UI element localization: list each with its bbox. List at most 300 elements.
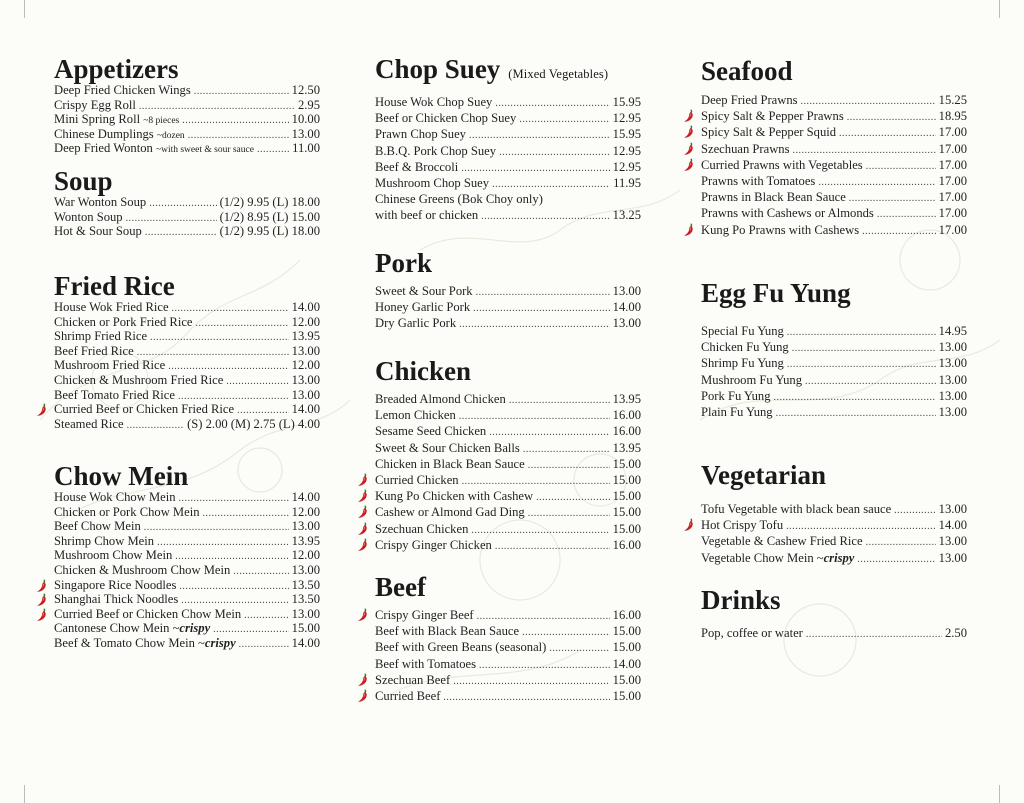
item-name-text: Beef Tomato Fried Rice xyxy=(54,387,175,402)
item-price: 13.00 xyxy=(291,562,320,577)
item-name-text: Sesame Seed Chicken xyxy=(375,424,487,439)
item-name xyxy=(701,124,836,140)
leader-dots xyxy=(481,209,610,225)
item-name xyxy=(54,563,230,578)
item-price: 11.95 xyxy=(613,175,641,190)
menu-item xyxy=(54,402,320,417)
menu-item xyxy=(375,315,641,331)
leader-dots xyxy=(862,224,936,240)
item-name xyxy=(701,355,784,371)
item-name xyxy=(375,299,470,315)
section-title: Pork xyxy=(375,248,432,278)
item-name xyxy=(54,195,146,210)
item-price: 13.00 xyxy=(291,519,320,534)
menu-item xyxy=(701,108,967,124)
menu-item xyxy=(54,563,320,578)
section-title: Chicken xyxy=(375,356,472,386)
item-price: 17.00 xyxy=(938,206,967,221)
menu-item xyxy=(701,533,967,549)
item-note: ~8 pieces xyxy=(143,116,180,127)
section-title xyxy=(375,55,641,88)
chili-pepper-icon xyxy=(356,689,370,703)
item-name-text: Lemon Chicken xyxy=(375,408,456,423)
item-name-text: B.B.Q. Pork Chop Suey xyxy=(375,143,497,158)
item-name xyxy=(375,639,546,655)
item-name xyxy=(54,373,223,388)
section-drinks xyxy=(701,586,967,641)
item-note: ~dozen xyxy=(156,130,185,141)
item-name xyxy=(54,210,123,225)
item-price: 16.00 xyxy=(612,424,641,439)
item-name-text: Spicy Salt & Pepper Squid xyxy=(701,125,837,140)
menu-item xyxy=(54,548,320,563)
item-price: 13.50 xyxy=(291,577,320,592)
leader-dots xyxy=(857,552,935,568)
menu-item xyxy=(701,189,967,205)
menu-item xyxy=(375,521,641,537)
menu-item xyxy=(701,404,967,420)
item-name: Chinese Greens (Bok Choy only) xyxy=(375,192,543,207)
item-name xyxy=(54,224,142,239)
item-name xyxy=(701,372,802,388)
item-price: 13.00 xyxy=(938,404,967,419)
item-name xyxy=(701,404,773,420)
item-price: 2.95 xyxy=(297,97,320,112)
section-chop-suey xyxy=(375,55,641,224)
item-name-text: Mushroom Chop Suey xyxy=(375,175,490,190)
menu-item xyxy=(375,488,641,504)
item-price: 15.00 xyxy=(612,456,641,471)
menu-item xyxy=(54,195,320,210)
item-name xyxy=(375,688,440,704)
menu-item xyxy=(54,344,320,359)
item-name-text: Prawns with Cashews or Almonds xyxy=(701,206,874,221)
item-name xyxy=(701,108,844,124)
item-price: 15.00 xyxy=(612,472,641,487)
item-name xyxy=(54,402,234,417)
item-name xyxy=(701,141,789,157)
item-price: 13.00 xyxy=(938,372,967,387)
item-price: 14.00 xyxy=(291,635,320,650)
item-name xyxy=(54,548,172,563)
item-name xyxy=(375,126,466,142)
crop-mark xyxy=(999,0,1000,18)
chili-pepper-icon xyxy=(682,125,696,139)
item-price: (1/2) 9.95 (L) 18.00 xyxy=(219,195,320,209)
section-chow-mein xyxy=(54,462,320,651)
menu-item xyxy=(375,283,641,299)
item-name-text: Hot Crispy Tofu xyxy=(701,518,784,533)
item-crispy-label: crispy xyxy=(204,635,236,650)
section-title: Egg Fu Yung xyxy=(701,278,851,308)
item-name xyxy=(375,672,450,688)
menu-item xyxy=(375,607,641,623)
menu-item xyxy=(375,159,641,175)
item-price: 17.00 xyxy=(938,125,967,140)
item-name-text: Deep Fried Chicken Wings xyxy=(54,83,191,97)
item-name-text: Cashew or Almond Gad Ding xyxy=(375,505,525,520)
item-name-text: Deep Fried Prawns xyxy=(701,93,798,107)
menu-item xyxy=(701,323,967,339)
item-name xyxy=(54,329,147,344)
item-name-text: Mushroom Chow Mein xyxy=(54,548,173,563)
item-name-text: Shrimp Fried Rice xyxy=(54,329,148,344)
section-title: Beef xyxy=(375,572,426,602)
item-name-text: Breaded Almond Chicken xyxy=(375,392,506,406)
item-name xyxy=(375,456,525,472)
item-name-text: Pop, coffee or water xyxy=(701,626,803,640)
section-title: Seafood xyxy=(701,56,793,86)
item-name-text: Shrimp Fu Yung xyxy=(701,356,784,371)
item-name xyxy=(54,490,176,505)
item-price: 13.00 xyxy=(291,387,320,402)
item-price: 13.00 xyxy=(612,316,641,331)
item-price: 11.00 xyxy=(292,141,320,156)
section-seafood xyxy=(701,57,967,238)
menu-item xyxy=(701,517,967,533)
menu-item xyxy=(54,490,320,505)
leader-dots xyxy=(443,690,609,706)
item-price: 12.50 xyxy=(291,83,320,97)
item-name-text: Plain Fu Yung xyxy=(701,404,773,419)
item-price: 13.00 xyxy=(291,343,320,358)
menu-item xyxy=(54,519,320,534)
item-name xyxy=(54,621,210,636)
crop-mark xyxy=(24,785,25,803)
section-beef xyxy=(375,573,641,704)
menu-item xyxy=(701,339,967,355)
item-name-text: House Wok Chow Mein xyxy=(54,490,176,504)
item-price: 10.00 xyxy=(291,112,320,127)
item-name-text: Chicken or Pork Fried Rice xyxy=(54,314,193,329)
chili-pepper-icon xyxy=(356,505,370,519)
item-price: 15.00 xyxy=(612,489,641,504)
item-price: 16.00 xyxy=(612,408,641,423)
item-price: (1/2) 9.95 (L) 18.00 xyxy=(219,224,320,239)
item-name-text: Beef Fried Rice xyxy=(54,343,134,358)
menu-item xyxy=(54,534,320,549)
item-name-text: House Wok Fried Rice xyxy=(54,300,169,314)
item-name-text: Chicken in Black Bean Sauce xyxy=(375,456,525,471)
item-name-text: Deep Fried Wonton xyxy=(54,141,153,156)
menu-item xyxy=(54,578,320,593)
item-name xyxy=(54,344,134,359)
item-name xyxy=(701,189,846,205)
item-price: 17.00 xyxy=(938,190,967,205)
item-price: 15.95 xyxy=(612,127,641,142)
item-name xyxy=(701,92,798,108)
item-price: 12.95 xyxy=(612,159,641,174)
item-name-text: Special Fu Yung xyxy=(701,324,784,338)
menu-item xyxy=(54,300,320,315)
item-price: 15.25 xyxy=(938,93,967,107)
section-title: Appetizers xyxy=(54,54,179,84)
item-price: 17.00 xyxy=(938,141,967,156)
menu-item xyxy=(54,83,320,98)
item-crispy-label: crispy xyxy=(823,550,855,565)
item-name-text: Sweet & Sour Chicken Balls xyxy=(375,440,520,455)
item-name-text: Vegetable & Cashew Fried Rice xyxy=(701,534,863,549)
menu-item xyxy=(375,688,641,704)
menu-item xyxy=(375,175,641,191)
section-chicken xyxy=(375,357,641,553)
item-name-text: Honey Garlic Pork xyxy=(375,300,471,315)
menu-item xyxy=(54,315,320,330)
menu-item xyxy=(375,440,641,456)
item-name-text: Chicken Fu Yung xyxy=(701,340,789,355)
item-name-text: Prawns in Black Bean Sauce xyxy=(701,190,846,205)
item-price: 13.00 xyxy=(612,284,641,298)
item-price: 13.50 xyxy=(291,592,320,607)
item-price: 13.00 xyxy=(938,340,967,355)
item-name-text: Steamed Rice xyxy=(54,416,124,431)
chili-pepper-icon xyxy=(356,489,370,503)
item-name-text: Curried Beef or Chicken Chow Mein xyxy=(54,606,242,621)
item-name xyxy=(375,315,456,331)
section-title: Fried Rice xyxy=(54,271,175,301)
item-name xyxy=(54,519,141,534)
item-name-text: Beef & Tomato Chow Mein ~ xyxy=(54,635,205,650)
item-name xyxy=(375,472,459,488)
section-egg-fu-yung xyxy=(701,279,967,420)
menu-item xyxy=(375,423,641,439)
menu-item xyxy=(701,92,967,108)
item-price: 13.00 xyxy=(291,606,320,621)
item-name-text: Mushroom Fried Rice xyxy=(54,358,166,373)
item-name xyxy=(701,173,815,189)
chili-pepper-icon xyxy=(35,608,49,622)
item-price: 17.00 xyxy=(938,157,967,172)
item-name xyxy=(701,205,874,221)
menu-item xyxy=(54,636,320,651)
chili-pepper-icon xyxy=(356,673,370,687)
item-name xyxy=(375,159,458,175)
item-price: 15.00 xyxy=(612,640,641,655)
item-name xyxy=(54,505,200,520)
item-name-text: Beef & Broccoli xyxy=(375,159,459,174)
chili-pepper-icon xyxy=(682,142,696,156)
menu-item xyxy=(375,537,641,553)
item-price: 14.00 xyxy=(291,402,320,417)
menu-item xyxy=(701,173,967,189)
item-name xyxy=(701,625,803,641)
menu-item xyxy=(375,623,641,639)
item-name xyxy=(54,417,124,432)
item-price: 17.00 xyxy=(938,222,967,237)
item-name-text: War Wonton Soup xyxy=(54,195,147,209)
item-name xyxy=(54,315,193,330)
item-price: 13.25 xyxy=(612,208,641,223)
item-name xyxy=(375,110,516,126)
item-price: 15.00 xyxy=(612,624,641,639)
item-name-text: Chicken or Pork Chow Mein xyxy=(54,504,200,519)
item-name xyxy=(701,339,789,355)
item-name-text: Vegetable Chow Mein ~ xyxy=(701,550,824,565)
item-price: 13.95 xyxy=(612,440,641,455)
item-name xyxy=(375,94,492,110)
item-name-text: Crispy Ginger Beef xyxy=(375,608,474,622)
item-name xyxy=(54,534,154,549)
menu-item xyxy=(701,388,967,404)
menu-item xyxy=(54,388,320,403)
item-name-text: Beef with Black Bean Sauce xyxy=(375,624,520,639)
chili-pepper-icon xyxy=(356,538,370,552)
menu-item xyxy=(701,157,967,173)
item-name xyxy=(701,533,863,549)
item-price: 15.00 xyxy=(612,688,641,703)
item-name-text: Szechuan Prawns xyxy=(701,141,790,156)
item-name-text: Shrimp Chow Mein xyxy=(54,533,155,548)
item-name xyxy=(375,607,474,623)
menu-item xyxy=(54,224,320,239)
menu-item xyxy=(375,504,641,520)
item-price: 14.00 xyxy=(612,300,641,315)
item-name-text: Hot & Sour Soup xyxy=(54,224,142,239)
menu-item xyxy=(701,205,967,221)
item-name xyxy=(54,578,176,593)
item-name-text: Beef or Chicken Chop Suey xyxy=(375,111,517,126)
chili-pepper-icon xyxy=(356,608,370,622)
item-name xyxy=(375,407,456,423)
item-price: 15.95 xyxy=(612,95,641,109)
menu-item xyxy=(54,505,320,520)
item-name xyxy=(54,607,241,622)
item-name: with beef or chicken xyxy=(375,208,479,223)
menu-item xyxy=(375,639,641,655)
menu-item xyxy=(701,501,967,517)
crop-mark xyxy=(24,0,25,18)
item-price: 13.95 xyxy=(291,533,320,548)
item-name-text: House Wok Chop Suey xyxy=(375,95,493,109)
item-price: 13.00 xyxy=(938,534,967,549)
item-name xyxy=(701,222,859,238)
item-price: 17.00 xyxy=(938,173,967,188)
item-name-text: Beef with Tomatoes xyxy=(375,656,477,671)
menu-item xyxy=(375,456,641,472)
item-name-text: Kung Po Chicken with Cashew xyxy=(375,489,534,504)
item-name xyxy=(701,501,891,517)
item-name xyxy=(54,358,165,373)
item-price: 12.00 xyxy=(291,314,320,329)
chili-pepper-icon xyxy=(682,158,696,172)
leader-dots xyxy=(495,539,610,555)
item-name xyxy=(375,391,506,407)
item-crispy-label: crispy xyxy=(179,621,211,636)
item-price: 13.00 xyxy=(938,502,967,516)
menu-item xyxy=(375,299,641,315)
item-name-text: Chicken & Mushroom Chow Mein xyxy=(54,562,231,577)
item-name xyxy=(375,656,476,672)
menu-item xyxy=(54,592,320,607)
menu-item xyxy=(375,656,641,672)
item-price: 16.00 xyxy=(612,537,641,552)
item-price: 2.50 xyxy=(944,626,967,640)
menu-item xyxy=(375,143,641,159)
item-name-text: Wonton Soup xyxy=(54,209,123,224)
chili-pepper-icon xyxy=(35,593,49,607)
item-name-text: Curried Beef xyxy=(375,688,441,703)
item-price: 14.00 xyxy=(938,518,967,533)
item-name-text: Beef with Green Beans (seasonal) xyxy=(375,640,547,655)
item-name-text: Tofu Vegetable with black bean sauce xyxy=(701,502,892,516)
menu-item xyxy=(54,98,320,113)
leader-dots xyxy=(776,406,936,422)
item-price: 15.00 xyxy=(612,672,641,687)
item-name xyxy=(701,517,783,533)
section-title: Chow Mein xyxy=(54,461,189,491)
menu-item xyxy=(54,329,320,344)
item-price: 13.00 xyxy=(291,126,320,141)
item-name xyxy=(375,623,519,639)
item-name-text: Szechuan Beef xyxy=(375,672,451,687)
item-name xyxy=(375,143,496,159)
item-price: 14.00 xyxy=(291,300,320,314)
item-name-text: Sweet & Sour Pork xyxy=(375,284,473,298)
chili-pepper-icon xyxy=(682,109,696,123)
item-price: 16.00 xyxy=(612,608,641,622)
item-price: 13.00 xyxy=(291,372,320,387)
menu-item xyxy=(375,407,641,423)
item-price: 12.95 xyxy=(612,143,641,158)
menu-item xyxy=(701,124,967,140)
menu-item xyxy=(375,126,641,142)
section-title: Drinks xyxy=(701,585,781,615)
item-name xyxy=(54,141,254,158)
item-name-text: Crispy Ginger Chicken xyxy=(375,537,492,552)
item-name xyxy=(375,504,525,520)
item-name-text: Curried Prawns with Vegetables xyxy=(701,157,863,172)
menu-item xyxy=(54,358,320,373)
item-name-text: Shanghai Thick Noodles xyxy=(54,592,179,607)
item-price: 14.00 xyxy=(612,656,641,671)
section-subtitle: (Mixed Vegetables) xyxy=(508,67,609,81)
menu-item xyxy=(54,141,320,156)
item-note: ~with sweet & sour sauce xyxy=(155,145,254,156)
item-price: (S) 2.00 (M) 2.75 (L) 4.00 xyxy=(187,416,320,431)
item-name-text: Kung Po Prawns with Cashews xyxy=(701,222,860,237)
leader-dots xyxy=(806,627,942,643)
menu-item xyxy=(54,621,320,636)
item-name xyxy=(375,537,492,553)
item-name-text: Singapore Rice Noodles xyxy=(54,577,177,592)
item-price: 12.00 xyxy=(291,358,320,373)
chili-pepper-icon xyxy=(356,522,370,536)
list-item xyxy=(375,207,641,223)
item-name xyxy=(54,636,236,651)
menu-item xyxy=(701,372,967,388)
menu-item xyxy=(54,210,320,225)
item-price: 13.95 xyxy=(612,392,641,406)
menu-item xyxy=(375,110,641,126)
item-name-text: Dry Garlic Pork xyxy=(375,316,457,331)
item-price: 13.00 xyxy=(938,388,967,403)
crop-mark xyxy=(999,785,1000,803)
section-fried-rice xyxy=(54,272,320,431)
item-name-text: Szechuan Chicken xyxy=(375,521,469,536)
item-name xyxy=(701,323,784,339)
menu-item xyxy=(54,417,320,432)
item-name-text: Curried Chicken xyxy=(375,472,459,487)
chili-pepper-icon xyxy=(35,403,49,417)
item-name-text: Mini Spring Roll xyxy=(54,112,141,127)
item-price: 14.00 xyxy=(291,490,320,504)
item-price: 18.95 xyxy=(938,109,967,124)
item-name-text: Chicken & Mushroom Fried Rice xyxy=(54,372,224,387)
item-price: 12.95 xyxy=(612,111,641,126)
leader-dots xyxy=(459,317,610,333)
item-name xyxy=(375,488,533,504)
menu-item xyxy=(54,373,320,388)
